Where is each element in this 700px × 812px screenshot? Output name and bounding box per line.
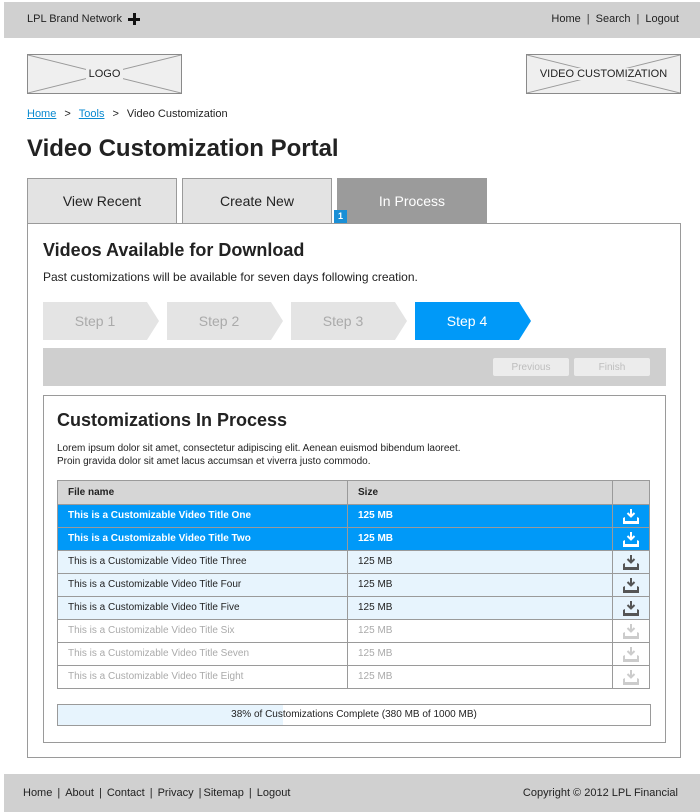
logo-label: LOGO — [86, 68, 124, 80]
footer-separator: | — [98, 787, 102, 799]
panel-subtitle: Past customizations will be available for seven days following creation. — [43, 270, 418, 284]
footer-link-sitemap[interactable]: Sitemap — [203, 787, 244, 799]
download-cell — [613, 551, 649, 573]
footer-link-home[interactable]: Home — [23, 787, 53, 799]
step-label: Step 4 — [446, 313, 488, 329]
breadcrumb — [27, 108, 228, 120]
column-file-name[interactable]: File name — [58, 481, 348, 504]
size-cell: 125 MB — [348, 597, 613, 619]
download-cell — [613, 505, 649, 527]
file-name-cell: This is a Customizable Video Title Eight — [58, 666, 348, 688]
section-label: VIDEO CUSTOMIZATION — [537, 68, 670, 80]
top-nav — [551, 13, 679, 25]
step-label: Step 2 — [198, 313, 240, 329]
column-actions — [613, 481, 649, 504]
file-name-cell: This is a Customizable Video Title Four — [58, 574, 348, 596]
footer-nav — [23, 787, 290, 799]
size-cell: 125 MB — [348, 551, 613, 573]
table-row[interactable] — [58, 551, 649, 574]
top-bar — [4, 2, 700, 38]
download-cell — [613, 666, 649, 688]
download-cell — [613, 597, 649, 619]
download-icon[interactable] — [622, 669, 640, 686]
step-2[interactable] — [167, 302, 283, 340]
file-name-cell: This is a Customizable Video Title Two — [58, 528, 348, 550]
download-panel — [27, 223, 681, 758]
table-row[interactable] — [58, 528, 649, 551]
nav-search-link[interactable]: Search — [595, 13, 631, 25]
table-row[interactable] — [58, 574, 649, 597]
nav-home-link[interactable]: Home — [551, 13, 581, 25]
footer-separator: | — [248, 787, 252, 799]
table-row[interactable] — [58, 666, 649, 689]
customizations-box — [43, 395, 666, 743]
size-cell: 125 MB — [348, 505, 613, 527]
file-name-cell: This is a Customizable Video Title Three — [58, 551, 348, 573]
size-cell: 125 MB — [348, 574, 613, 596]
brand — [27, 13, 140, 25]
footer-separator: | — [198, 787, 202, 799]
size-cell: 125 MB — [348, 643, 613, 665]
download-cell — [613, 574, 649, 596]
progress-bar — [57, 704, 651, 726]
step-1[interactable] — [43, 302, 159, 340]
footer-separator: | — [149, 787, 153, 799]
panel-title: Videos Available for Download — [43, 240, 305, 260]
download-icon[interactable] — [622, 600, 640, 617]
download-icon[interactable] — [622, 646, 640, 663]
step-label: Step 1 — [74, 313, 116, 329]
breadcrumb-home-link[interactable]: Home — [27, 108, 57, 120]
step-4[interactable] — [415, 302, 531, 340]
tab-create-new[interactable]: Create New — [182, 178, 332, 224]
download-icon[interactable] — [622, 623, 640, 640]
copyright: Copyright © 2012 LPL Financial — [522, 787, 678, 799]
customizations-title: Customizations In Process — [57, 410, 288, 430]
breadcrumb-separator: > — [112, 108, 119, 120]
footer — [4, 774, 700, 812]
description-line: Lorem ipsum dolor sit amet, consectetur adipiscing elit. Aenean euismod bibendum laoreet. — [57, 443, 461, 454]
progress-text: 38% of Customizations Complete (380 MB of 1000 MB) — [231, 709, 477, 720]
description-line: Proin gravida dolor sit amet lacus accumsan et viverra justo commodo. — [57, 456, 371, 467]
tab-in-process[interactable]: In Process — [337, 178, 487, 224]
step-progress — [43, 302, 543, 340]
finish-button[interactable]: Finish — [574, 358, 650, 376]
footer-link-privacy[interactable]: Privacy — [157, 787, 194, 799]
step-3[interactable] — [291, 302, 407, 340]
download-icon[interactable] — [622, 508, 640, 525]
previous-button[interactable]: Previous — [493, 358, 569, 376]
table-header — [58, 481, 649, 505]
size-cell: 125 MB — [348, 620, 613, 642]
file-name-cell: This is a Customizable Video Title Five — [58, 597, 348, 619]
customizations-table — [57, 480, 650, 689]
file-name-cell: This is a Customizable Video Title Six — [58, 620, 348, 642]
nav-separator: | — [636, 13, 640, 25]
file-name-cell: This is a Customizable Video Title Seven — [58, 643, 348, 665]
table-row[interactable] — [58, 620, 649, 643]
download-icon[interactable] — [622, 554, 640, 571]
size-cell: 125 MB — [348, 528, 613, 550]
file-name-cell: This is a Customizable Video Title One — [58, 505, 348, 527]
download-icon[interactable] — [622, 577, 640, 594]
logo-placeholder[interactable] — [27, 54, 182, 94]
brand-name: LPL Brand Network — [27, 13, 122, 25]
tab-view-recent[interactable]: View Recent — [27, 178, 177, 224]
footer-separator: | — [57, 787, 61, 799]
table-row[interactable] — [58, 505, 649, 528]
video-customization-placeholder — [526, 54, 681, 94]
table-row[interactable] — [58, 643, 649, 666]
wizard-bar — [43, 348, 666, 386]
footer-link-contact[interactable]: Contact — [106, 787, 145, 799]
footer-link-about[interactable]: About — [65, 787, 94, 799]
column-size[interactable]: Size — [348, 481, 613, 504]
page-title: Video Customization Portal — [27, 135, 339, 162]
breadcrumb-tools-link[interactable]: Tools — [78, 108, 105, 120]
breadcrumb-current: Video Customization — [126, 108, 228, 120]
customizations-description — [57, 442, 497, 468]
download-cell — [613, 643, 649, 665]
nav-separator: | — [586, 13, 590, 25]
download-cell — [613, 620, 649, 642]
step-label: Step 3 — [322, 313, 364, 329]
size-cell: 125 MB — [348, 666, 613, 688]
download-icon[interactable] — [622, 531, 640, 548]
download-cell — [613, 528, 649, 550]
breadcrumb-separator: > — [64, 108, 71, 120]
tab-count-badge: 1 — [334, 210, 347, 223]
nav-logout-link[interactable]: Logout — [645, 13, 679, 25]
footer-link-logout[interactable]: Logout — [256, 787, 291, 799]
table-row[interactable] — [58, 597, 649, 620]
plus-icon[interactable] — [128, 13, 140, 25]
